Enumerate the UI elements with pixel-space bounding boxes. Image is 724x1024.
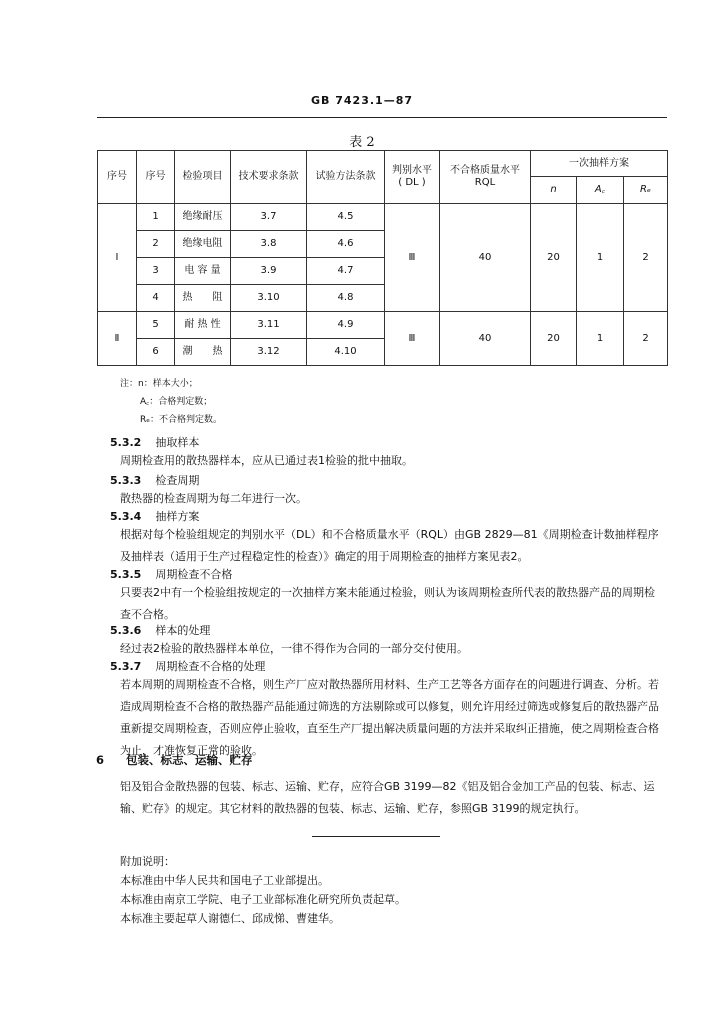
group-n: 20 xyxy=(531,312,577,366)
table-note-ac: A꜀：合格判定数； xyxy=(140,397,213,407)
header-rql: 不合格质量水平 RQL xyxy=(440,151,531,204)
section-heading xyxy=(110,658,265,674)
group-n: 20 xyxy=(531,204,577,312)
item-no: 3 xyxy=(137,258,175,285)
group-dl: Ⅲ xyxy=(385,312,440,366)
section-number: 5.3.3 xyxy=(110,474,142,487)
section-heading xyxy=(110,434,199,450)
section-text xyxy=(96,524,661,568)
item-name: 绝缘电阻 xyxy=(175,231,231,258)
sampling-plan-table xyxy=(97,150,668,366)
group-re: 2 xyxy=(624,204,668,312)
section-body: 周期检查用的散热器样本，应从已通过表1检验的批中抽取。 xyxy=(120,454,413,467)
header-re: Rₑ xyxy=(624,177,668,204)
section-body: 若本周期的周期检查不合格，则生产厂应对散热器所用材料、生产工艺等各方面存在的问题进行调查、分析。若造成周期检查不合格的散热器产品能通过筛选的方法剔除或可以修复，则允许用经过筛选或修复后的散热器产品重新提交周期检查，否则应停止验收，直至生产厂提出解决质量问题的方法并采取纠正措施，使之周期检查合格为止，才准恢复正常的验收。 xyxy=(120,678,659,757)
group-ac: 1 xyxy=(577,312,624,366)
chapter-title: 包装、标志、运输、贮存 xyxy=(126,753,253,767)
item-req: 3.7 xyxy=(231,204,307,231)
section-number: 5.3.4 xyxy=(110,510,142,523)
section-title: 检查周期 xyxy=(155,474,200,487)
section-title: 抽取样本 xyxy=(155,436,200,449)
group-dl: Ⅲ xyxy=(385,204,440,312)
item-method: 4.10 xyxy=(307,339,385,366)
section-heading xyxy=(110,472,199,488)
item-name: 热 阻 xyxy=(175,285,231,312)
chapter-6-heading xyxy=(96,752,253,768)
section-text xyxy=(96,582,661,626)
header-tech-req: 技术要求条款 xyxy=(231,151,307,204)
header-test-item: 检验项目 xyxy=(175,151,231,204)
chapter-number: 6 xyxy=(96,753,105,767)
group-re: 2 xyxy=(624,312,668,366)
section-number: 5.3.7 xyxy=(110,660,142,673)
section-heading xyxy=(110,508,199,524)
item-no: 4 xyxy=(137,285,175,312)
section-body: 经过表2检验的散热器样本单位，一律不得作为合同的一部分交付使用。 xyxy=(120,642,468,655)
table-row xyxy=(98,312,668,339)
header-n: n xyxy=(531,177,577,204)
item-method: 4.7 xyxy=(307,258,385,285)
item-method: 4.9 xyxy=(307,312,385,339)
item-no: 2 xyxy=(137,231,175,258)
table-note-n: 注：n：样本大小； xyxy=(120,379,198,389)
chapter-body: 铝及铝合金散热器的包装、标志、运输、贮存，应符合GB 3199—82《铝及铝合金加工产品的包装、标志、运输、贮存》的规定。其它材料的散热器的包装、标志、运输、贮存，参照GB 3199的规定执行。 xyxy=(120,780,655,815)
item-name: 绝缘耐压 xyxy=(175,204,231,231)
section-title: 抽样方案 xyxy=(155,510,200,523)
group-label: Ⅱ xyxy=(98,312,137,366)
item-method: 4.6 xyxy=(307,231,385,258)
section-text xyxy=(96,488,661,510)
section-text xyxy=(96,638,661,660)
item-no: 1 xyxy=(137,204,175,231)
section-number: 5.3.5 xyxy=(110,568,142,581)
item-req: 3.11 xyxy=(231,312,307,339)
item-method: 4.5 xyxy=(307,204,385,231)
item-req: 3.9 xyxy=(231,258,307,285)
section-title: 周期检查不合格的处理 xyxy=(155,660,266,673)
table-caption: 表 2 xyxy=(349,135,375,150)
item-no: 5 xyxy=(137,312,175,339)
header-dl: 判别水平 ( DL ) xyxy=(385,151,440,204)
chapter-6-text xyxy=(96,776,661,820)
item-name: 潮 热 xyxy=(175,339,231,366)
section-body: 只要表2中有一个检验组按规定的一次抽样方案未能通过检验，则认为该周期检查所代表的散热器产品的周期检查不合格。 xyxy=(120,586,655,621)
group-rql: 40 xyxy=(440,312,531,366)
section-number: 5.3.6 xyxy=(110,624,142,637)
item-req: 3.10 xyxy=(231,285,307,312)
item-name: 耐 热 性 xyxy=(175,312,231,339)
header-test-method: 试验方法条款 xyxy=(307,151,385,204)
header-sampling-plan: 一次抽样方案 xyxy=(531,151,668,177)
item-req: 3.8 xyxy=(231,231,307,258)
annex-line: 本标准主要起草人谢德仁、邱成悌、曹建华。 xyxy=(120,912,340,925)
header-ac: A꜀ xyxy=(577,177,624,204)
group-rql: 40 xyxy=(440,204,531,312)
standard-code-header: GB 7423.1—87 xyxy=(311,94,413,107)
group-ac: 1 xyxy=(577,204,624,312)
section-title: 周期检查不合格 xyxy=(155,568,233,581)
section-number: 5.3.2 xyxy=(110,436,142,449)
header-rule xyxy=(97,117,667,118)
section-heading xyxy=(110,566,232,582)
item-name: 电 容 量 xyxy=(175,258,231,285)
table-note-re: Rₑ：不合格判定数。 xyxy=(140,415,223,425)
separator-line xyxy=(312,836,440,837)
section-heading xyxy=(110,622,210,638)
header-group-no: 序号 xyxy=(98,151,137,204)
header-item-no: 序号 xyxy=(137,151,175,204)
section-body: 散热器的检查周期为每二年进行一次。 xyxy=(120,492,307,505)
group-label: Ⅰ xyxy=(98,204,137,312)
section-text xyxy=(96,674,661,762)
section-body: 根据对每个检验组规定的判别水平（DL）和不合格质量水平（RQL）由GB 2829—81《周期检查计数抽样程序及抽样表（适用于生产过程稳定性的检查）》确定的用于周期检查的抽样方案见表2。 xyxy=(120,528,659,563)
item-no: 6 xyxy=(137,339,175,366)
item-req: 3.12 xyxy=(231,339,307,366)
annex-line: 本标准由中华人民共和国电子工业部提出。 xyxy=(120,874,329,887)
annex-title: 附加说明： xyxy=(120,855,175,868)
item-method: 4.8 xyxy=(307,285,385,312)
section-text xyxy=(96,450,661,472)
section-title: 样本的处理 xyxy=(155,624,211,637)
table-row xyxy=(98,204,668,231)
annex-line: 本标准由南京工学院、电子工业部标准化研究所负责起草。 xyxy=(120,893,406,906)
